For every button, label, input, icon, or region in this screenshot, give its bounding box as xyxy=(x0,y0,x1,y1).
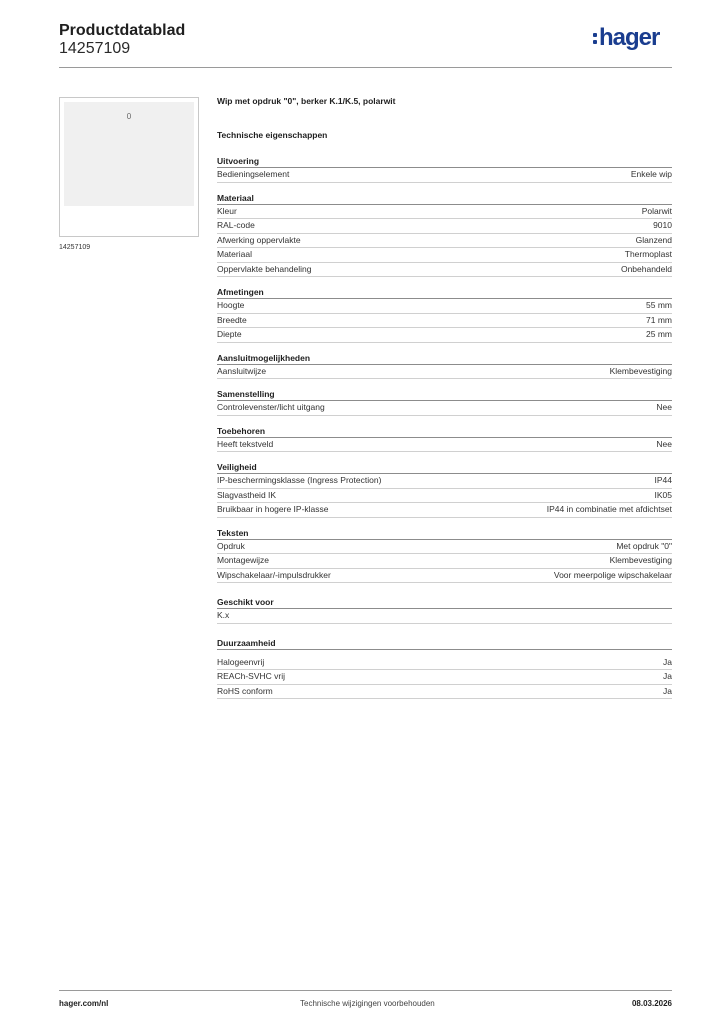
spec-label: Controlevenster/licht uitgang xyxy=(217,402,325,412)
spec-label: Oppervlakte behandeling xyxy=(217,263,312,274)
spec-value: 25 mm xyxy=(646,329,672,339)
section-title: Aansluitmogelijkheden xyxy=(217,352,672,365)
spec-value: Onbehandeld xyxy=(620,263,672,274)
spec-row xyxy=(217,299,672,314)
spec-section xyxy=(217,192,672,278)
section-title: Afmetingen xyxy=(217,286,672,299)
spec-row xyxy=(217,314,672,329)
spec-label: Wipschakelaar/-impulsdrukker xyxy=(217,569,331,580)
spec-row xyxy=(217,540,672,555)
plate-print-mark: 0 xyxy=(126,112,132,121)
hager-logo xyxy=(593,25,659,51)
spec-label: Afwerking oppervlakte xyxy=(217,234,301,245)
section-title: Geschikt voor xyxy=(217,596,672,609)
page-title: Productdatablad xyxy=(59,22,186,39)
spec-value: Glanzend xyxy=(635,234,672,245)
spec-section xyxy=(217,527,672,584)
spec-value: 9010 xyxy=(653,220,672,230)
spec-row xyxy=(217,685,672,700)
spec-label: K.x xyxy=(217,610,230,620)
spec-label: RoHS conform xyxy=(217,685,273,696)
spec-label: Breedte xyxy=(217,314,247,325)
spec-label: Hoogte xyxy=(217,300,245,310)
section-title: Toebehoren xyxy=(217,425,672,438)
spec-value: Met opdruk "0" xyxy=(616,540,672,551)
spec-label: Heeft tekstveld xyxy=(217,438,274,449)
spec-label: Slagvastheid IK xyxy=(217,489,277,500)
spec-value: Polarwit xyxy=(641,205,672,216)
spec-row xyxy=(217,328,672,343)
spec-value: Thermoplast xyxy=(624,249,672,259)
spec-value: IK05 xyxy=(654,489,672,500)
spec-label: Kleur xyxy=(217,205,237,216)
switch-rocker-plate xyxy=(64,102,194,206)
spec-section xyxy=(217,461,672,518)
spec-row xyxy=(217,234,672,249)
spec-value: Ja xyxy=(663,656,672,667)
spec-table xyxy=(217,95,672,708)
footer-website: hager.com/nl xyxy=(59,999,109,1008)
spec-value: Klembevestiging xyxy=(609,365,672,376)
spec-label: REACh-SVHC vrij xyxy=(217,671,286,681)
spec-label: Bedieningselement xyxy=(217,169,290,179)
spec-row xyxy=(217,365,672,380)
footer-date: 08.03.2026 xyxy=(631,999,672,1008)
spec-row xyxy=(217,219,672,234)
spec-value: IP44 xyxy=(654,475,672,485)
spec-row xyxy=(217,503,672,518)
header-divider xyxy=(59,67,672,68)
spec-label: Opdruk xyxy=(217,540,245,551)
product-name: Wip met opdruk "0", berker K.1/K.5, polarwit xyxy=(217,96,396,106)
spec-value: 71 mm xyxy=(646,314,672,325)
spec-section xyxy=(217,388,672,416)
spec-section xyxy=(217,425,672,453)
spec-row xyxy=(217,438,672,453)
spec-heading: Technische eigenschappen xyxy=(217,130,328,140)
section-title: Duurzaamheid xyxy=(217,637,672,650)
spec-value: Klembevestiging xyxy=(609,555,672,565)
footer-divider xyxy=(59,990,672,991)
spec-value: IP44 in combinatie met afdichtset xyxy=(546,504,672,514)
spec-section xyxy=(217,155,672,183)
spec-value: Voor meerpolige wipschakelaar xyxy=(553,569,672,580)
spec-value: Ja xyxy=(663,685,672,696)
spec-row xyxy=(217,670,672,685)
spec-row xyxy=(217,401,672,416)
spec-value: Enkele wip xyxy=(630,169,672,179)
spec-label: Diepte xyxy=(217,329,242,339)
product-number: 14257109 xyxy=(59,40,131,57)
spec-row xyxy=(217,263,672,278)
spec-section xyxy=(217,352,672,380)
spec-row xyxy=(217,205,672,220)
section-title: Materiaal xyxy=(217,192,672,205)
logo-dots-icon xyxy=(593,33,597,44)
product-image xyxy=(59,97,199,237)
spec-row xyxy=(217,168,672,183)
spec-row xyxy=(217,656,672,671)
spec-label: IP-beschermingsklasse (Ingress Protection) xyxy=(217,475,382,485)
spec-section xyxy=(217,596,672,624)
spec-row xyxy=(217,489,672,504)
spec-label: RAL-code xyxy=(217,220,255,230)
section-title: Samenstelling xyxy=(217,388,672,401)
spec-row xyxy=(217,248,672,263)
spec-label: Bruikbaar in hogere IP-klasse xyxy=(217,504,329,514)
footer-disclaimer: Technische wijzigingen voorbehouden xyxy=(300,999,435,1008)
spec-row xyxy=(217,609,672,624)
spec-label: Materiaal xyxy=(217,249,252,259)
spec-row xyxy=(217,569,672,584)
spec-label: Halogeenvrij xyxy=(217,656,265,667)
section-title: Uitvoering xyxy=(217,155,672,168)
spec-value: 55 mm xyxy=(646,300,672,310)
spec-label: Aansluitwijze xyxy=(217,365,267,376)
spec-section xyxy=(217,286,672,343)
image-caption: 14257109 xyxy=(59,244,91,251)
spec-label: Montagewijze xyxy=(217,555,269,565)
logo-text: hager xyxy=(599,24,660,51)
spec-section xyxy=(217,637,672,700)
spec-value: Nee xyxy=(656,438,672,449)
spec-row xyxy=(217,474,672,489)
spec-value: Nee xyxy=(656,402,672,412)
spec-value: Ja xyxy=(663,671,672,681)
spec-row xyxy=(217,554,672,569)
section-title: Teksten xyxy=(217,527,672,540)
section-title: Veiligheid xyxy=(217,461,672,474)
